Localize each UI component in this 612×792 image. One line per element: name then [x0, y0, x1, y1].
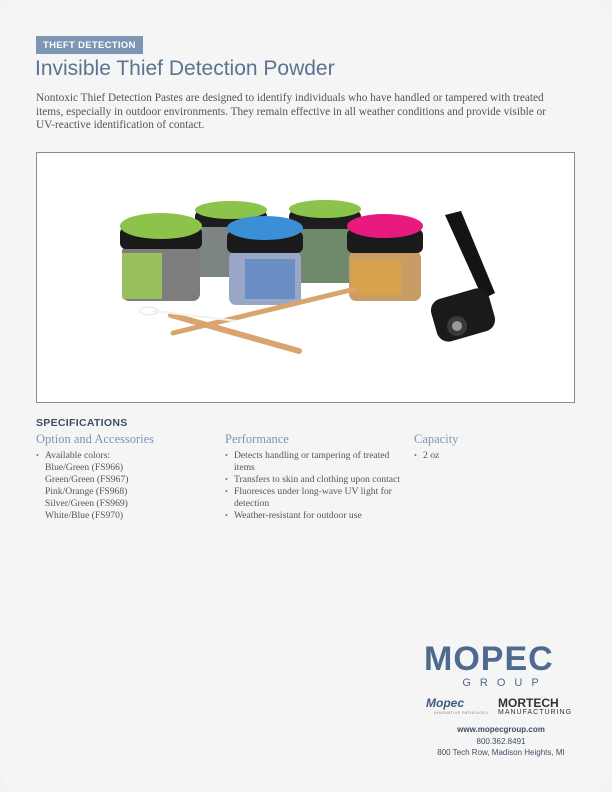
jar-pink-orange — [347, 214, 423, 301]
specifications-heading: SPECIFICATIONS — [36, 417, 128, 429]
sub-brand-logos — [426, 696, 578, 718]
address: 800 Tech Row, Madison Heights, MI — [437, 748, 565, 757]
mopec-sub-logo: Mopec — [426, 696, 465, 710]
intro-paragraph: Nontoxic Thief Detection Pastes are designed to identify individuals who have handled or tampered with treated items, especially in outdoor environments. They remain effective in all weather conditions and provide visible or UV-reactive identification of contact. — [36, 92, 546, 132]
jar-green-silver — [120, 213, 202, 301]
performance-item: • Transfers to skin and clothing upon contact — [225, 474, 400, 486]
options-heading: Option and Accessories — [36, 432, 155, 446]
performance-heading: Performance — [225, 432, 289, 446]
options-item: • Available colors: — [36, 450, 216, 462]
website-link[interactable]: www.mopecgroup.com — [457, 725, 545, 734]
mopec-sub-tagline: INNOVATIVE PATHOLOGY — [434, 710, 490, 715]
phone-number: 800.362.8491 — [476, 736, 526, 746]
options-item: Silver/Green (FS969) — [45, 498, 128, 509]
performance-item: • Fluoresces under long-wave UV light for detection — [225, 486, 400, 510]
capacity-list — [414, 450, 564, 462]
product-illustration — [37, 153, 574, 402]
category-tag: THEFT DETECTION — [36, 36, 143, 54]
mopec-group-logo — [424, 642, 578, 689]
capacity-column — [414, 432, 564, 462]
performance-item: • Weather-resistant for outdoor use — [225, 510, 400, 522]
mortech-logo: MORTECH — [498, 696, 559, 710]
capacity-heading: Capacity — [414, 432, 459, 446]
performance-column — [225, 432, 400, 522]
options-list — [36, 450, 216, 522]
contact-block — [420, 724, 582, 759]
product-photo — [36, 152, 575, 403]
capacity-item: • 2 oz — [414, 450, 564, 462]
page-title: Invisible Thief Detection Powder — [35, 57, 335, 80]
options-item: Green/Green (FS967) — [45, 474, 129, 485]
performance-item: • Detects handling or tampering of treated items — [225, 450, 400, 474]
jar-blue-green — [227, 216, 303, 305]
options-column — [36, 432, 216, 522]
mortech-tagline: MANUFACTURING — [498, 709, 573, 716]
performance-list — [225, 450, 400, 522]
logo-brand: MOPEC — [424, 640, 554, 678]
options-item: Blue/Green (FS966) — [45, 462, 124, 473]
uv-flashlight — [428, 211, 498, 344]
options-item: Pink/Orange (FS968) — [45, 486, 128, 497]
options-item: White/Blue (FS970) — [45, 510, 124, 521]
logo-group: GROUP — [462, 677, 548, 689]
